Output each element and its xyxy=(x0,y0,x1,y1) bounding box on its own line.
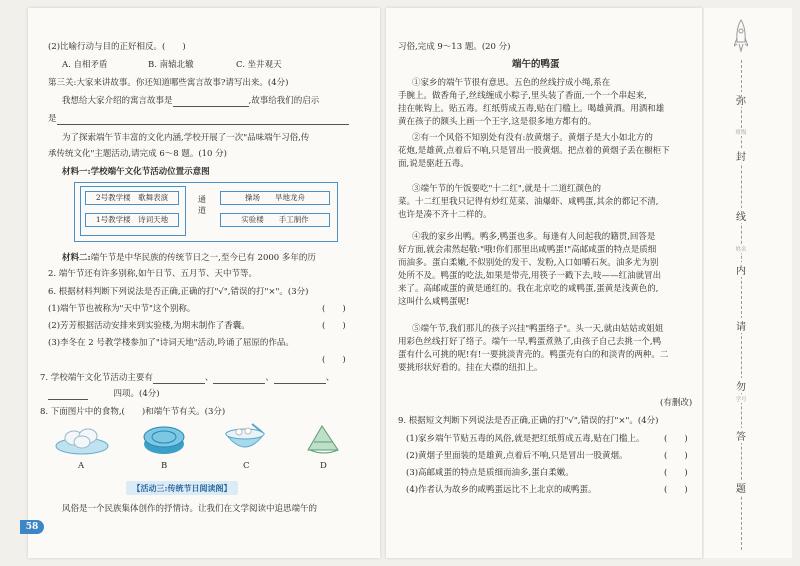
intro-line-1: 为了探索端午节丰富的文化内涵,学校开展了一次"品味端午习俗,传 xyxy=(62,133,310,143)
source-note: (有删改) xyxy=(660,398,693,408)
paragraph-5-line: 要挑形状好看的。挂在大襟的纽扣上。 xyxy=(398,363,543,373)
seal-char: 请 xyxy=(731,318,751,333)
seal-char: 内 xyxy=(731,262,751,277)
q9-item-answer[interactable]: ( ) xyxy=(664,468,688,478)
q7-blank-1[interactable] xyxy=(153,373,205,384)
paragraph-5-line: 蛋有什么可挑的呢!有!一要挑淡青壳的。鸭蛋壳有白的和淡青的两种。二 xyxy=(398,350,669,360)
article-title: 端午的鸭蛋 xyxy=(512,59,560,70)
picture-label-b: B xyxy=(161,461,168,471)
level3-title: 第三关:大家来讲故事。你还知道哪些寓言故事?请写出来。(4分) xyxy=(48,78,289,88)
building-1: 1号教学楼 诗词天地 xyxy=(85,213,179,227)
q7-prefix: 7. 学校端午文化节活动主要有 xyxy=(40,373,153,383)
seal-char: 弥 xyxy=(731,92,751,107)
paragraph-4-line: 这叫什么咸鸭蛋呢! xyxy=(398,297,470,307)
picture-c-tangyuan-bowl[interactable] xyxy=(222,420,268,456)
bottom-text: 风俗是一个民族集体创作的抒情诗。让我们在文学阅读中追思端午的 xyxy=(62,504,318,514)
seal-field-label: 姓名 xyxy=(735,247,747,253)
paragraph-1-line: ①家乡的端午节很有意思。五色的丝线拧成小绳,系在 xyxy=(412,78,611,88)
q7-line-2 xyxy=(48,388,160,400)
rocket-icon xyxy=(734,18,748,54)
paragraph-4-line: 而油多。蛋白柔嫩,不似别处的发干、发粉,入口如嚼石灰。油多尤为别 xyxy=(398,258,659,268)
material2-text-1: 端午节是中华民族的传统节日之一,至今已有 2000 多年的历 xyxy=(90,253,316,263)
seal-char: 勿 xyxy=(731,378,751,393)
seal-field-label: 学号 xyxy=(735,397,747,403)
seal-field-label: 班级 xyxy=(735,130,747,136)
paragraph-2-line: ②有一个风俗不知别处有没有:放黄烟子。黄烟子是大小如北方的 xyxy=(412,133,653,143)
paragraph-1-line: 挂在帐钩上。贴五毒。红纸剪成五毒,贴在门槛上。喝雄黄酒。用酒和雄 xyxy=(398,104,665,114)
seal-margin xyxy=(704,8,792,558)
level3-line2: 是 xyxy=(48,114,57,124)
paragraph-3-line: ③端午节的午饭要吃"十二红",就是十二道红颜色的 xyxy=(412,184,602,194)
q2-option-c: C. 坐井观天 xyxy=(236,60,282,70)
q9-item: (1)家乡端午节贴五毒的风俗,就是把红纸剪成五毒,贴在门槛上。 xyxy=(406,434,645,444)
material2-line-1 xyxy=(62,252,316,264)
paragraph-4-line: ④我的家乡出鸭。鸭多,鸭蛋也多。每逢有人问起我的籍贯,回答是 xyxy=(412,232,656,242)
q8-title: 8. 下面图片中的食物,( )和端午节有关。(3分) xyxy=(40,407,226,417)
picture-b-mooncake[interactable] xyxy=(140,420,188,456)
q6-item-3-answer[interactable]: ( ) xyxy=(322,355,346,365)
q7-suffix: 四项。(4分) xyxy=(88,389,160,399)
q7-blank-4[interactable] xyxy=(48,389,88,400)
paragraph-1-line: 手腕上。做香角子,丝线缠成小粽子,里头装了香面,一个一个串起来, xyxy=(398,91,647,101)
picture-d-zongzi[interactable] xyxy=(300,420,346,456)
q9-title: 9. 根据短文判断下列说法是否正确,正确的打"√",错误的打"×"。(4分) xyxy=(398,416,659,426)
picture-label-a: A xyxy=(78,461,85,471)
intro-line-2: 承传统文化"主题活动,请完成 6～8 题。(10 分) xyxy=(48,149,227,159)
q6-item-3: (3)李冬在 2 号教学楼参加了"诗词天地"活动,吟诵了屈原的作品。 xyxy=(48,338,294,348)
q9-item: (4)作者认为故乡的咸鸭蛋远比不上北京的咸鸭蛋。 xyxy=(406,485,597,495)
q2-option-a: A. 自相矛盾 xyxy=(62,60,108,70)
picture-label-c: C xyxy=(243,461,250,471)
level3-answer-line-2 xyxy=(48,113,349,125)
story-blank[interactable] xyxy=(173,96,249,107)
q6-item-2-answer[interactable]: ( ) xyxy=(322,321,346,331)
q9-item: (2)黄烟子里面装的是雄黄,点着后不响,只是冒出一股黄烟。 xyxy=(406,451,628,461)
building-2: 2号教学楼 歌舞表演 xyxy=(85,191,179,205)
passage-label: 通道 xyxy=(198,195,206,215)
paragraph-2-line: 面,说是驱赶五毒。 xyxy=(398,159,469,169)
q6-title: 6. 根据材料判断下列说法是否正确,正确的打"√",错误的打"×"。(3分) xyxy=(48,287,309,297)
material2-line-2: 2. 端午节还有许多别称,如午日节、五月节、天中节等。 xyxy=(48,269,258,279)
level3-answer-line xyxy=(62,95,319,107)
paragraph-2-line: 花炮,是雄黄,点着后不响,只是冒出一股黄烟。把点着的黄烟子丢在橱柜下 xyxy=(398,146,670,156)
paragraph-4-line: 来了。高邮咸蛋的黄是通红的。我在北京吃的咸鸭蛋,蛋黄是浅黄色的, xyxy=(398,284,659,294)
lab-building: 实验楼 手工制作 xyxy=(220,213,330,227)
q2-option-b: B. 南辕北辙 xyxy=(148,60,194,70)
picture-a-dumplings[interactable] xyxy=(54,420,110,456)
q7-blank-2[interactable] xyxy=(213,373,265,384)
q9-item-answer[interactable]: ( ) xyxy=(664,434,688,444)
q6-item-1-answer[interactable]: ( ) xyxy=(322,304,346,314)
material2-title: 材料二: xyxy=(62,253,91,263)
q6-item-1: (1)端午节也被称为"天中节"这个别称。 xyxy=(48,304,196,314)
seal-char: 答 xyxy=(731,428,751,443)
lesson-blank[interactable] xyxy=(57,114,349,125)
level3-suffix: ,故事给我们的启示 xyxy=(248,96,320,106)
picture-label-d: D xyxy=(320,461,327,471)
paragraph-5-line: ⑤端午节,我们那儿的孩子兴挂"鸭蛋络子"。头一天,就由姑姑或姐姐 xyxy=(412,324,664,334)
sports-field: 操场 旱地龙舟 xyxy=(220,191,330,205)
paragraph-4-line: 处所不及。鸭蛋的吃法,如果是带壳,用筷子一戳下去,吱——红油就冒出 xyxy=(398,271,662,281)
paragraph-4-line: 好方面,就会肃然起敬:"哦!你们那里出咸鸭蛋!"高邮咸蛋的特点是质细 xyxy=(398,245,657,255)
q9-item-answer[interactable]: ( ) xyxy=(664,485,688,495)
page-number: 58 xyxy=(20,520,44,534)
q6-item-2: (2)芳芳根据活动安排来到实验楼,为期末制作了香囊。 xyxy=(48,321,250,331)
level3-prefix: 我想给大家介绍的寓言故事是 xyxy=(62,96,173,106)
section-banner: 【活动三:传统节日阅读阁】 xyxy=(126,481,238,495)
q9-item-answer[interactable]: ( ) xyxy=(664,451,688,461)
paragraph-3-line: 菜。十二红里我只记得有炒红苋菜、油爆虾、咸鸭蛋,其余的都记不清, xyxy=(398,197,659,207)
q2-line: (2)比喻行动与目的正好相反。( ) xyxy=(48,42,186,52)
seal-char: 封 xyxy=(731,148,751,163)
paragraph-5-line: 用彩色丝线打好了络子。端午一早,鸭蛋煮熟了,由孩子自己去挑一个,鸭 xyxy=(398,337,662,347)
q7-blank-3[interactable] xyxy=(274,373,326,384)
left-page xyxy=(28,8,380,558)
seal-char: 题 xyxy=(731,480,751,495)
q7-line: 7. 学校端午文化节活动主要有 、 、 、 xyxy=(40,373,335,383)
q9-item: (3)高邮咸蛋的特点是质细而油多,蛋白柔嫩。 xyxy=(406,468,574,478)
material1-title: 材料一:学校端午文化节活动位置示意图 xyxy=(62,167,210,177)
paragraph-3-line: 也许是凑不齐十二样的。 xyxy=(398,210,492,220)
paragraph-1-line: 黄在孩子的额头上画一个王字,这是很多地方都有的。 xyxy=(398,117,597,127)
right-top-line: 习俗,完成 9～13 题。(20 分) xyxy=(398,42,511,52)
seal-char: 线 xyxy=(731,208,751,223)
